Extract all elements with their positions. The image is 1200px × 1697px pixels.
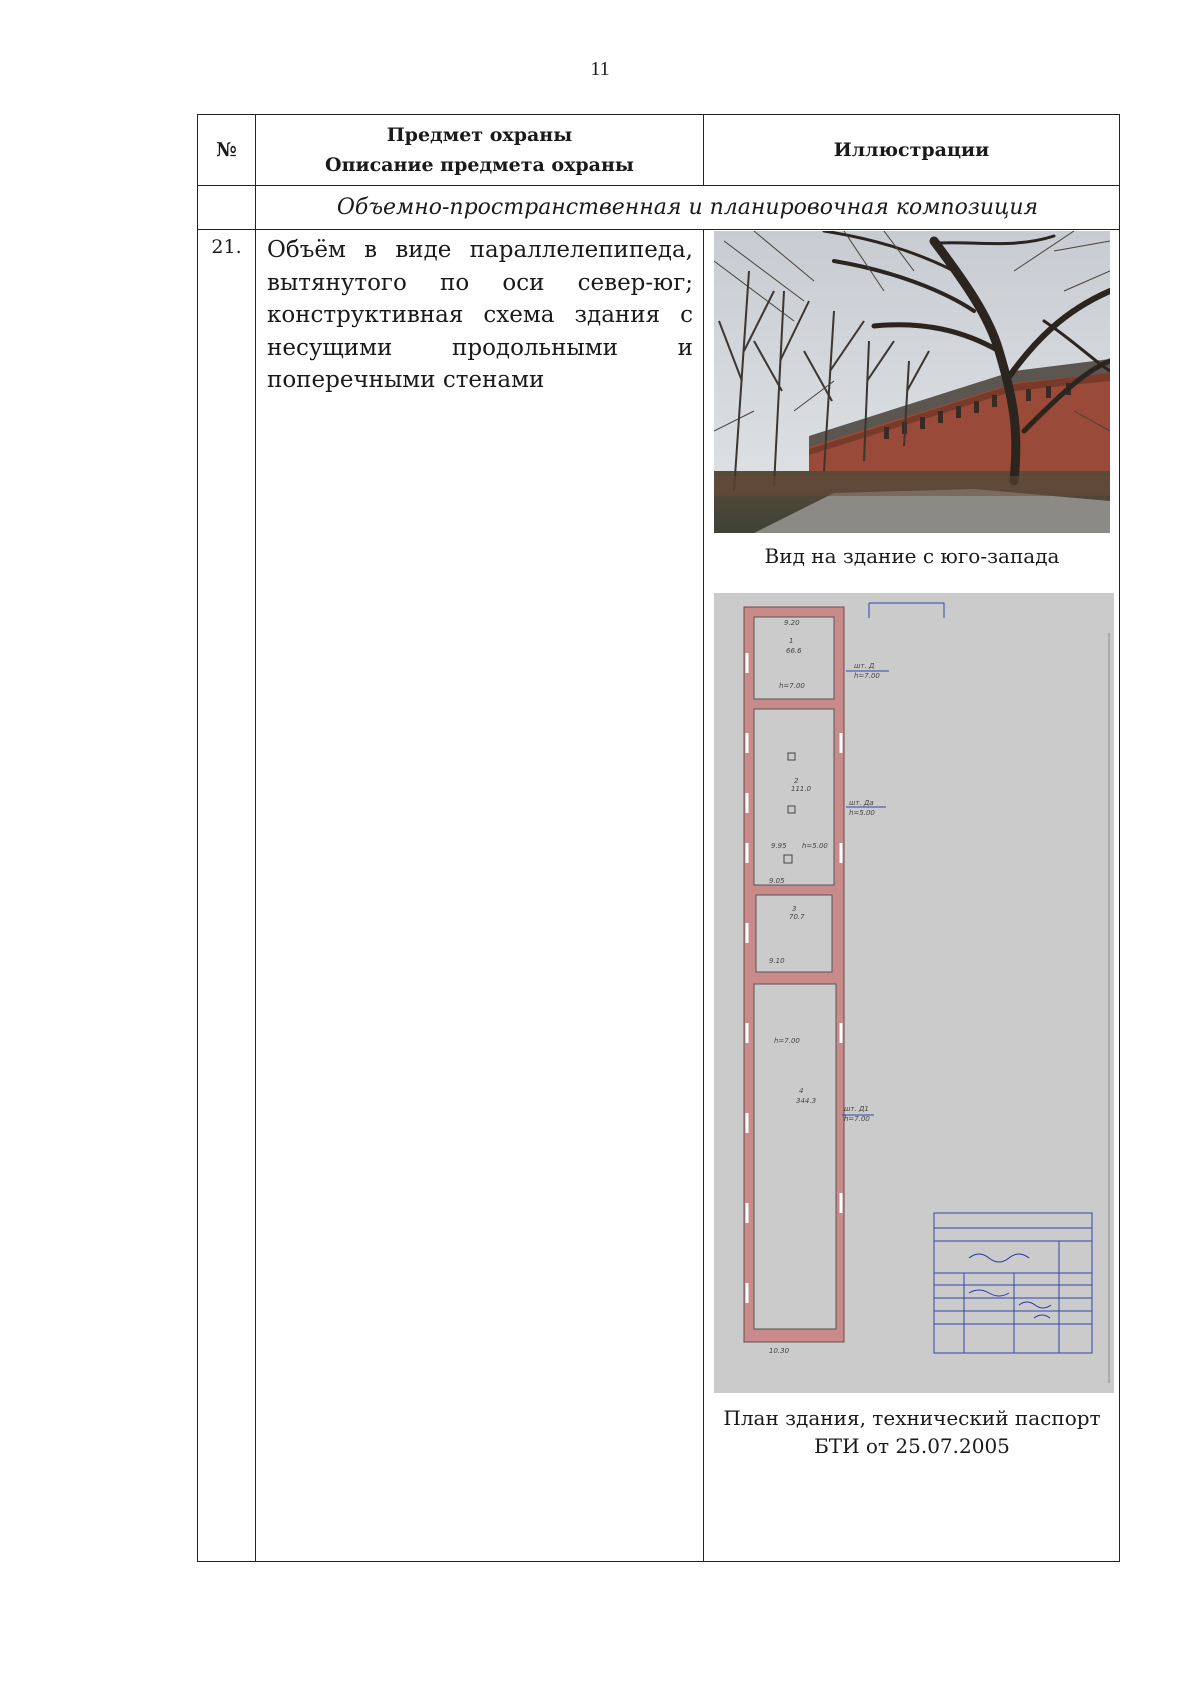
- page-number: 11: [590, 58, 610, 80]
- svg-text:9.20: 9.20: [784, 619, 800, 627]
- plan-caption: [704, 1404, 1120, 1460]
- header-illustrations: [704, 115, 1120, 186]
- row-number: 21.: [198, 230, 256, 1562]
- row-description-text: Объём в виде параллелепипеда, вытянутого по оси север-юг; конструктивная схема здания с несущими продольными и поперечными стенами: [267, 237, 693, 393]
- svg-text:3: 3: [792, 905, 797, 913]
- svg-text:66.6: 66.6: [786, 647, 802, 655]
- svg-text:шт. Д: шт. Д: [854, 662, 875, 670]
- svg-text:h=7.00: h=7.00: [774, 1037, 800, 1045]
- svg-text:4: 4: [799, 1087, 804, 1095]
- section-title: Объемно-пространственная и планировочная композиция: [256, 186, 1120, 230]
- svg-text:h=7.00: h=7.00: [854, 672, 880, 680]
- svg-text:344.3: 344.3: [796, 1097, 817, 1105]
- svg-text:70.7: 70.7: [789, 913, 805, 921]
- floor-plan-image: [714, 593, 1114, 1393]
- svg-text:9.05: 9.05: [769, 877, 785, 885]
- plan-caption-line-1: План здания, технический паспорт: [723, 1406, 1101, 1430]
- plan-caption-line-2: БТИ от 25.07.2005: [814, 1434, 1010, 1458]
- header-subject-description: Описание предмета охраны: [325, 154, 634, 176]
- photo-caption: Вид на здание с юго-запада: [764, 544, 1060, 568]
- svg-text:9.95: 9.95: [771, 842, 787, 850]
- table-row: [198, 230, 1120, 1562]
- svg-text:шт. Да: шт. Да: [849, 799, 874, 807]
- building-photo: [714, 231, 1110, 533]
- svg-text:111.0: 111.0: [791, 785, 812, 793]
- row-illustrations: [704, 230, 1120, 1562]
- section-empty-cell: [198, 186, 256, 230]
- svg-text:2: 2: [794, 777, 799, 785]
- svg-text:1: 1: [789, 637, 794, 645]
- svg-text:h=5.00: h=5.00: [849, 809, 875, 817]
- svg-text:h=7.00: h=7.00: [779, 682, 805, 690]
- svg-text:шт. Д1: шт. Д1: [844, 1105, 869, 1113]
- svg-text:10.30: 10.30: [769, 1347, 790, 1355]
- svg-text:h=7.00: h=7.00: [844, 1115, 870, 1123]
- header-subject: [256, 115, 704, 186]
- svg-text:h=5.00: h=5.00: [802, 842, 828, 850]
- header-number-label: №: [216, 139, 237, 161]
- protection-subject-table: [197, 114, 1120, 1562]
- row-description: [256, 230, 704, 1562]
- header-illustrations-label: Иллюстрации: [833, 139, 990, 161]
- svg-text:9.10: 9.10: [769, 957, 785, 965]
- header-subject-title: Предмет охраны: [386, 124, 573, 146]
- header-number: [198, 115, 256, 186]
